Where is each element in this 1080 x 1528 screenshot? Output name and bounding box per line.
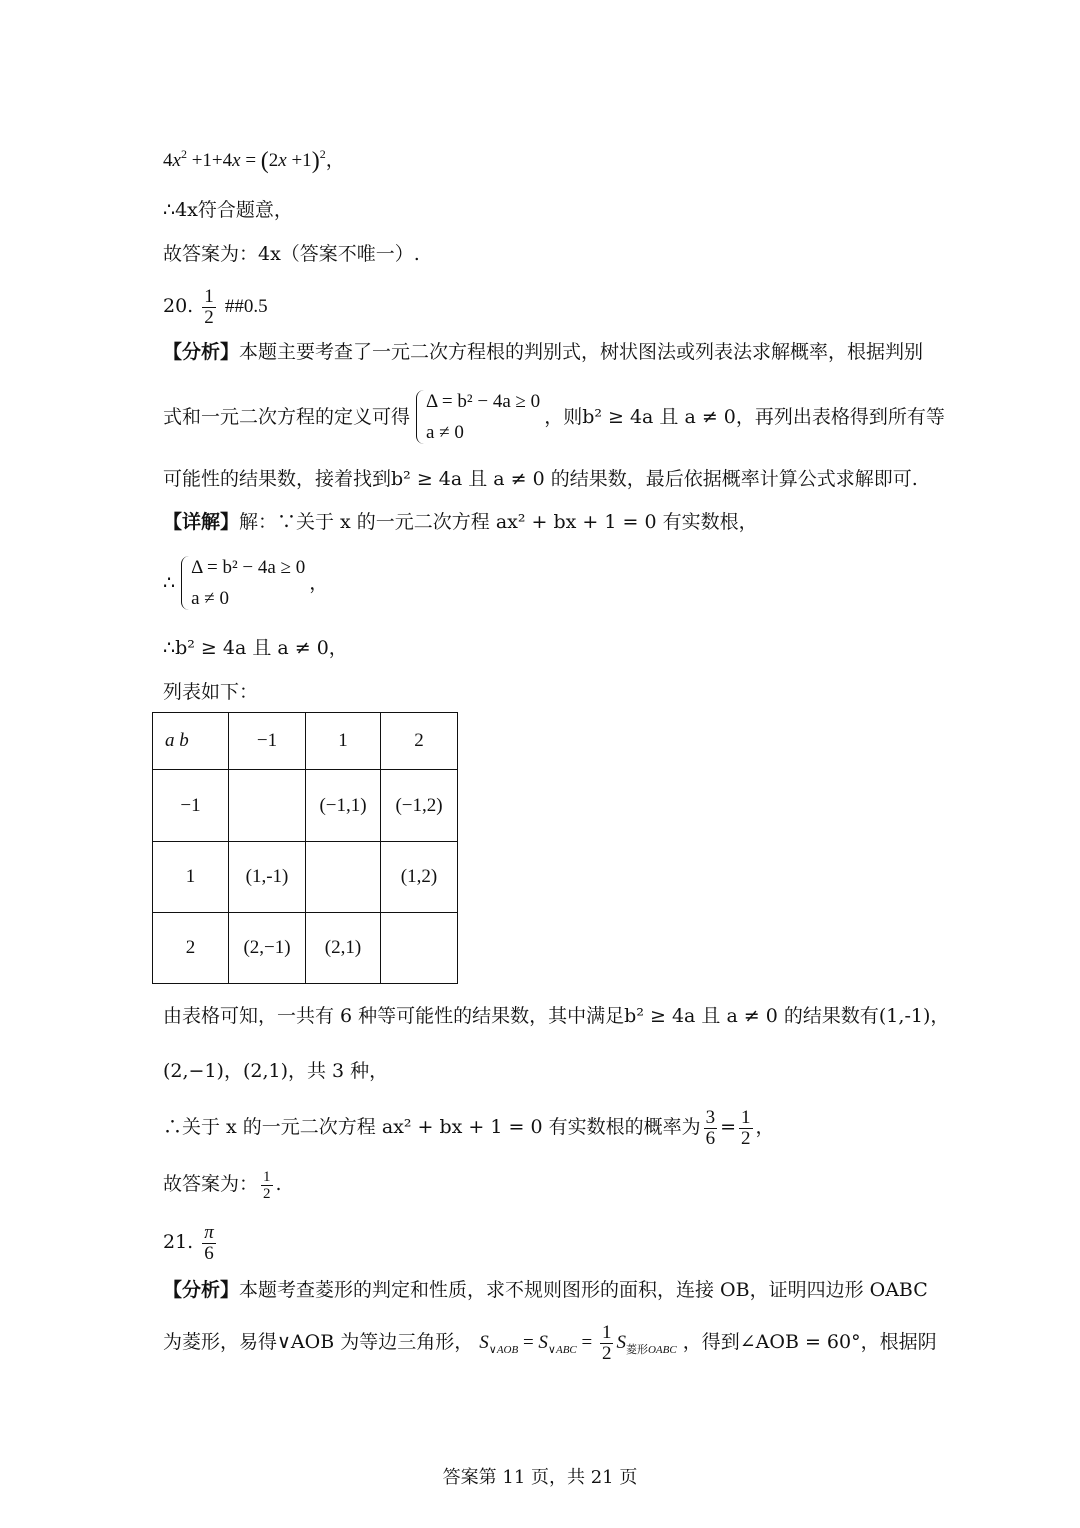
question-21-answer: 21. $\frac{\pi}{6}$ xyxy=(163,1221,214,1264)
table-header-cell: 2 xyxy=(381,713,458,770)
detail-20-line3: ∴b² ≥ 4a 且 a ≠ 0， xyxy=(163,637,348,659)
after-table-line2: (2,−1)，(2,1)，共 3 种， xyxy=(163,1060,389,1082)
table-header-cell: −1 xyxy=(229,713,306,770)
detail-20-system: ∴ Δ = b² − 4a ≥ 0 a ≠ 0 ， xyxy=(163,552,328,614)
table-header-cell: 1 xyxy=(306,713,381,770)
detail-20-line4: 列表如下： xyxy=(163,681,259,703)
table-cell: 2 xyxy=(153,913,229,984)
analysis-21-line2: 为菱形，易得∨AOB 为等边三角形， $S_{\vee AOB} = S_{\vee ABC}$ = $\frac{1}{2}$ $S_{菱形OABC}$ ，得到∠AOB = 60°，根据阴 xyxy=(163,1321,937,1364)
probability-table xyxy=(152,712,458,984)
probability-line: ∴关于 x 的一元二次方程 ax² + bx + 1 = 0 有实数根的概率为 $\frac{3}{6}$ = $\frac{1}{2}$ ， xyxy=(163,1106,775,1149)
fraction-three-sixths: $\frac{3}{6}$ xyxy=(705,1106,716,1149)
answer-line-20: 故答案为： $\frac{1}{2}$ . xyxy=(163,1168,282,1202)
table-header-row xyxy=(153,713,458,770)
analysis-20-line3: 可能性的结果数，接着找到b² ≥ 4a 且 a ≠ 0 的结果数，最后依据概率计算公式求解即可. xyxy=(163,468,918,490)
table-row xyxy=(153,770,458,842)
fraction-one-half: $\frac{1}{2}$ xyxy=(204,285,214,328)
answer-line-19: 故答案为：4x（答案不唯一）. xyxy=(163,243,420,265)
analysis-21-line1: 【分析】本题考查菱形的判定和性质，求不规则图形的面积，连接 OB，证明四边形 OABC xyxy=(163,1279,928,1301)
analysis-20-line2: 式和一元二次方程的定义可得 Δ = b² − 4a ≥ 0 a ≠ 0 ，则b² ≥ 4a 且 a ≠ 0，再列出表格得到所有等 xyxy=(163,386,945,448)
table-cell: −1 xyxy=(153,770,229,842)
inequality-system: Δ = b² − 4a ≥ 0 a ≠ 0 xyxy=(414,386,540,448)
table-cell xyxy=(381,913,458,984)
detail-20-line1: 【详解】解：∵关于 x 的一元二次方程 ax² + bx + 1 = 0 有实数根， xyxy=(163,511,758,533)
question-20-answer: 20. $\frac{1}{2}$ ##0.5 xyxy=(163,285,268,328)
analysis-20-line1: 【分析】本题主要考查了一元二次方程根的判别式，树状图法或列表法求解概率，根据判别 xyxy=(163,341,924,363)
table-cell: (−1,2) xyxy=(381,770,458,842)
after-table-line1: 由表格可知，一共有 6 种等可能性的结果数，其中满足b² ≥ 4a 且 a ≠ 0 的结果数有(1,-1)， xyxy=(163,1005,950,1027)
table-cell: (1,2) xyxy=(381,842,458,913)
fraction-one-half-result: $\frac{1}{2}$ xyxy=(741,1106,751,1149)
inequality-system-detail: Δ = b² − 4a ≥ 0 a ≠ 0 xyxy=(179,552,305,614)
conclusion-line: ∴4x符合题意， xyxy=(163,199,293,221)
page-footer: 答案第 11 页，共 21 页 xyxy=(442,1467,638,1488)
table-cell: (2,−1) xyxy=(229,913,306,984)
table-header-cell: a b xyxy=(153,713,229,770)
fraction-pi-sixths: $\frac{\pi}{6}$ xyxy=(204,1221,214,1264)
fraction-answer-half: $\frac{1}{2}$ xyxy=(263,1168,271,1202)
table-cell: (2,1) xyxy=(306,913,381,984)
table-row xyxy=(153,842,458,913)
table-cell: (1,-1) xyxy=(229,842,306,913)
equation-perfect-square: $4x^2 +1+4x = (2x +1)^2$， xyxy=(163,147,345,174)
table-row xyxy=(153,913,458,984)
table-cell xyxy=(306,842,381,913)
table-cell xyxy=(229,770,306,842)
table-cell: (−1,1) xyxy=(306,770,381,842)
table-cell: 1 xyxy=(153,842,229,913)
